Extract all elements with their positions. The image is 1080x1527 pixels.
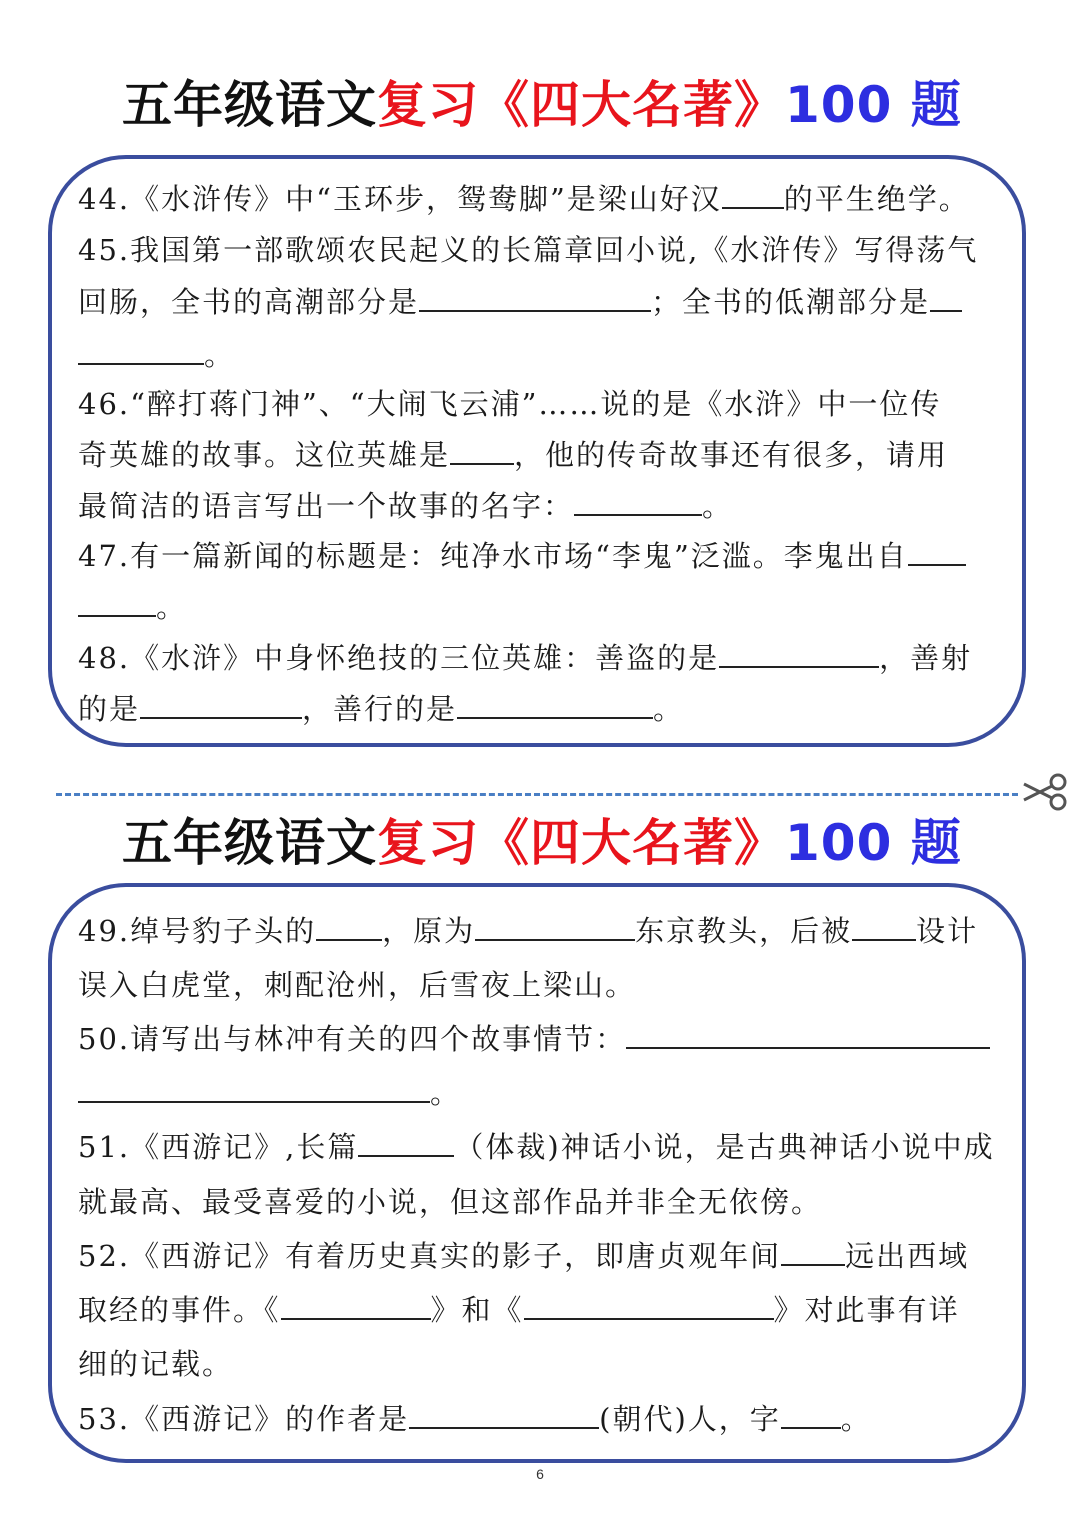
cut-line — [56, 793, 1018, 796]
question-51-line2: 就最高、最受喜爱的小说，但这部作品并非全无依傍。 — [78, 1185, 823, 1219]
answer-blank[interactable] — [450, 437, 514, 465]
question-49: 49.绰号豹子头的 ，原为 东京教头，后被 设计 — [78, 914, 979, 948]
answer-blank[interactable] — [316, 913, 382, 941]
answer-blank[interactable] — [908, 538, 966, 566]
answer-blank[interactable] — [358, 1129, 454, 1157]
answer-blank[interactable] — [78, 589, 156, 617]
answer-blank[interactable] — [781, 1238, 845, 1266]
answer-blank[interactable] — [626, 1021, 990, 1049]
scissors-icon — [1020, 770, 1068, 814]
answer-blank[interactable] — [140, 691, 302, 719]
answer-blank[interactable] — [419, 284, 651, 312]
answer-blank[interactable] — [78, 1075, 430, 1103]
answer-blank[interactable] — [719, 640, 879, 668]
question-50: 50.请写出与林冲有关的四个故事情节： — [78, 1017, 1008, 1058]
page-title: 五年级语文复习《四大名著》100 题 — [122, 76, 962, 134]
answer-blank[interactable] — [930, 284, 962, 312]
question-53: 53.《西游记》的作者是 (朝代)人，字 。 — [78, 1402, 872, 1436]
answer-blank[interactable] — [524, 1292, 774, 1320]
question-50-line2: 。 — [78, 1071, 1008, 1112]
question-51: 51.《西游记》,长篇 （体裁)神话小说，是古典神话小说中成 — [78, 1130, 995, 1164]
question-44: 44.《水浒传》中“玉环步，鸳鸯脚”是梁山好汉 的平生绝学。 — [78, 182, 970, 216]
answer-blank[interactable] — [457, 691, 653, 719]
answer-blank[interactable] — [281, 1292, 431, 1320]
question-48-line2: 的是 ，善行的是 。 — [78, 692, 685, 726]
answer-blank[interactable] — [852, 913, 916, 941]
page-number: 6 — [536, 1466, 544, 1482]
answer-blank[interactable] — [781, 1401, 841, 1429]
answer-blank[interactable] — [78, 337, 204, 365]
question-47: 47.有一篇新闻的标题是：纯净水市场“李鬼”泛滥。李鬼出自 — [78, 534, 1008, 575]
page-title: 五年级语文复习《四大名著》100 题 — [122, 814, 962, 872]
question-45: 45.我国第一部歌颂农民起义的长篇章回小说,《水浒传》写得荡气 — [78, 233, 979, 267]
answer-blank[interactable] — [574, 488, 702, 516]
question-46-line3: 最简洁的语言写出一个故事的名字： 。 — [78, 489, 734, 523]
question-52-line3: 细的记载。 — [78, 1347, 234, 1381]
question-48: 48.《水浒》中身怀绝技的三位英雄：善盗的是 ，善射 — [78, 641, 973, 675]
answer-blank[interactable] — [722, 181, 784, 209]
question-47-line2: 。 — [78, 585, 1008, 626]
question-52: 52.《西游记》有着历史真实的影子，即唐贞观年间 远出西域 — [78, 1239, 970, 1273]
question-52-line2: 取经的事件。《 》和《 》对此事有详 — [78, 1293, 960, 1327]
question-46: 46.“醉打蒋门神”、“大闹飞云浦”……说的是《水浒》中一位传 — [78, 387, 942, 421]
question-45-line2: 回肠，全书的高潮部分是 ；全书的低潮部分是 — [78, 280, 1008, 321]
question-45-line3: 。 — [78, 333, 1008, 374]
answer-blank[interactable] — [409, 1401, 599, 1429]
question-49-line2: 误入白虎堂，刺配沧州，后雪夜上梁山。 — [78, 968, 637, 1002]
question-46-line2: 奇英雄的故事。这位英雄是 ，他的传奇故事还有很多，请用 — [78, 438, 949, 472]
answer-blank[interactable] — [475, 913, 635, 941]
